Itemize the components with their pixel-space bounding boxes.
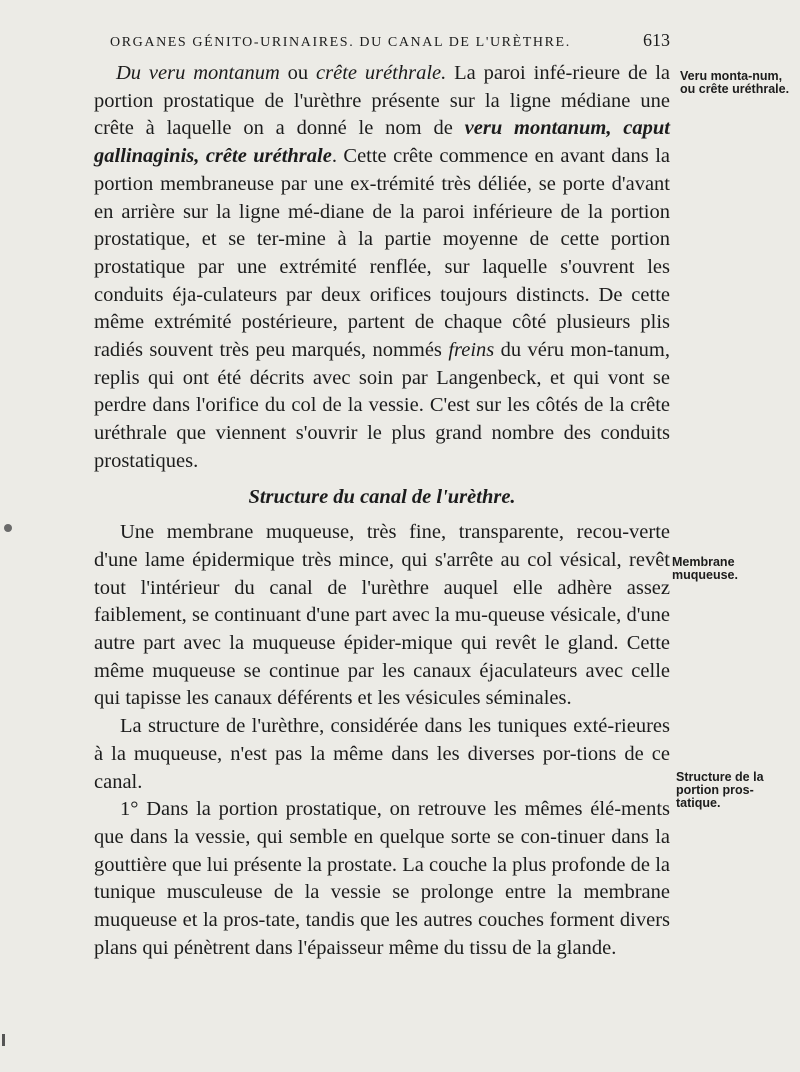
paragraph-structure: La structure de l'urèthre, considérée dans les tuniques exté-rieures à la muqueuse, n'est pas la même dans les diverses por-tions de ce canal. — [94, 715, 670, 793]
term-freins: freins — [448, 339, 495, 362]
margin-note-structure: Structure de la portion pros-tatique. — [676, 770, 764, 810]
paragraph-portion-prostatique: 1° Dans la portion prostatique, on retrouve les mêmes élé-ments que dans la vessie, qui semble en quelque sorte se con-tinuer dans la gouttière que lui présente la prostate. La couche la plus profonde de la tunique musculeuse de la vessie se prolonge entre la membrane muqueuse et la pros-tate, tandis que les autres couches forment divers plans qui pénètrent dans l'épaisseur même du tissu de la glande. — [94, 798, 670, 959]
section-title: Structure du canal de l'urèthre. — [248, 485, 516, 508]
text-run: ou — [279, 62, 317, 84]
page-number: 613 — [643, 30, 670, 50]
running-head — [110, 30, 670, 51]
paragraph-veru-montanum — [94, 60, 670, 476]
ink-mark — [2, 1034, 5, 1046]
margin-note-veru: Veru monta-num, ou crête uréthrale. — [680, 69, 790, 96]
ink-spot — [4, 524, 12, 532]
term-veru-montanum: Du veru montanum — [116, 62, 280, 84]
text-run: La paroi infé-rieure de la portion prostatique de l'urèthre présente sur la ligne médiane une crête à laquelle on a donné le nom de — [94, 62, 670, 140]
text-run: du véru mon-tanum, replis qui ont été décrits avec soin par Langenbeck, et qui vont se perdre dans l'orifice du col de la vessie. C'est sur les côtés de la crête uréthrale que viennent s'ouvrir le plus grand nombre des conduits prostatiques. — [94, 339, 670, 472]
term-synonyms: veru montanum, caput gallinaginis, crête uréthrale — [94, 117, 671, 168]
body-text — [94, 60, 670, 963]
paragraph-membrane: Une membrane muqueuse, très fine, transparente, recou-verte d'une lame épidermique très mince, qui s'arrête au col vésical, revêt tout l'intérieur du canal de l'urèthre auquel elle adhère assez faiblement, se continuant d'une part avec la mu-queuse vésicale, d'une autre part avec la muqueuse épider-mique qui revêt le gland. Cette même muqueuse se continue par les canaux éjaculateurs avec celle qui tapisse les canaux déférents et les vésicules séminales. — [94, 521, 670, 710]
text-run: . Cette crête commence en avant dans la portion membraneuse par une ex-trémité très déliée, se porte d'avant en arrière sur la ligne mé-diane de la paroi inférieure de la portion prostatique, et se ter-mine à la partie moyenne de cette portion prostatique par une extrémité renflée, sur laquelle s'ouvrent les conduits éja-culateurs par deux orifices toujours distincts. De cette même extrémité postérieure, partent de chaque côté plusieurs plis radiés souvent très peu marqués, nommés — [94, 145, 670, 362]
term-crete-urethrale: crête uréthrale. — [316, 62, 447, 84]
margin-note-membrane: Membrane muqueuse. — [672, 555, 738, 582]
running-head-title: ORGANES GÉNITO-URINAIRES. DU CANAL DE L'URÈTHRE. — [110, 35, 571, 50]
